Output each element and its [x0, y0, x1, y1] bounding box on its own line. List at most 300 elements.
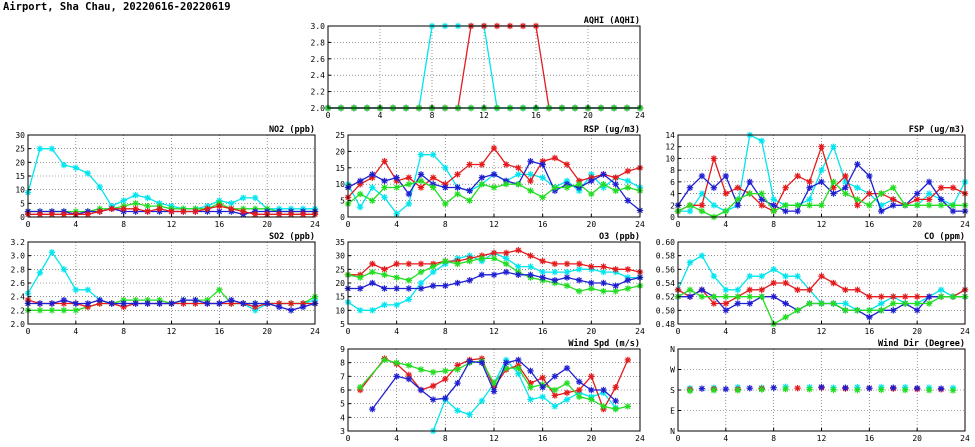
chart-title: Wind Dir (Degree) — [878, 339, 965, 349]
data-point — [288, 307, 294, 313]
y-tick-label: 15 — [15, 172, 25, 181]
chart-title: SO2 (ppb) — [268, 232, 315, 242]
data-point — [818, 300, 824, 306]
data-point — [854, 387, 860, 393]
data-point — [938, 293, 944, 299]
so2-chart — [0, 228, 325, 340]
y-tick-label: 4 — [340, 413, 345, 423]
data-point — [735, 293, 741, 299]
data-point — [723, 300, 729, 306]
data-point — [466, 161, 472, 167]
data-point — [914, 300, 920, 306]
data-point — [818, 384, 824, 390]
data-point — [418, 285, 424, 291]
data-point — [515, 181, 521, 187]
data-point — [564, 283, 570, 289]
y-tick-label: 3 — [340, 427, 345, 436]
data-point — [612, 398, 618, 404]
data-point — [782, 202, 788, 208]
data-point — [527, 188, 533, 194]
y-tick-label: N — [670, 345, 675, 354]
y-tick-label: 12 — [665, 142, 675, 152]
data-point — [842, 173, 848, 179]
y-tick-label: 14 — [665, 131, 675, 140]
data-point — [132, 300, 138, 306]
data-point — [770, 293, 776, 299]
data-point — [588, 263, 594, 269]
data-point — [926, 190, 932, 196]
data-point — [564, 269, 570, 275]
y-tick-label: 3.0 — [10, 251, 25, 261]
x-tick-label: 4 — [394, 327, 400, 336]
x-tick-label: 20 — [586, 220, 597, 229]
data-point — [600, 269, 606, 275]
data-point — [515, 357, 521, 363]
y-tick-label: 0 — [670, 213, 675, 222]
data-point — [49, 249, 55, 255]
data-point — [393, 261, 399, 267]
series-cyan — [325, 23, 643, 111]
data-point — [369, 171, 375, 177]
data-point — [454, 366, 460, 372]
data-point — [564, 261, 570, 267]
data-point — [914, 190, 920, 196]
data-point — [782, 386, 788, 392]
data-point — [890, 293, 896, 299]
data-point — [381, 184, 387, 190]
data-point — [97, 184, 103, 190]
data-point — [479, 398, 485, 404]
data-point — [393, 274, 399, 280]
data-point — [288, 300, 294, 306]
data-point — [442, 395, 448, 401]
x-tick-label: 16 — [537, 434, 548, 443]
x-tick-label: 0 — [345, 327, 351, 336]
data-point — [466, 188, 472, 194]
data-point — [625, 266, 631, 272]
rsp-chart — [320, 121, 650, 233]
data-point — [711, 155, 717, 161]
x-tick-label: 8 — [121, 327, 127, 336]
data-point — [454, 280, 460, 286]
data-point — [890, 185, 896, 191]
x-tick-label: 0 — [345, 220, 351, 229]
data-point — [479, 359, 485, 365]
series-blue — [345, 269, 643, 292]
data-point — [418, 366, 424, 372]
data-point — [430, 396, 436, 402]
data-point — [612, 384, 618, 390]
data-point — [479, 174, 485, 180]
data-point — [539, 375, 545, 381]
data-point — [406, 261, 412, 267]
x-tick-label: 8 — [442, 220, 448, 229]
y-tick-label: 0 — [340, 213, 345, 222]
x-tick-label: 4 — [73, 327, 79, 336]
x-tick-label: 0 — [675, 220, 681, 229]
data-point — [216, 287, 222, 293]
data-point — [794, 287, 800, 293]
data-point — [454, 184, 460, 190]
data-point — [878, 387, 884, 393]
data-point — [109, 206, 115, 212]
data-point — [564, 396, 570, 402]
data-point — [588, 373, 594, 379]
data-point — [759, 190, 765, 196]
data-point — [625, 403, 631, 409]
data-point — [699, 173, 705, 179]
y-tick-label: 0.48 — [655, 320, 675, 329]
data-point — [723, 307, 729, 313]
data-point — [552, 277, 558, 283]
data-point — [37, 300, 43, 306]
y-tick-label: 3.0 — [310, 22, 325, 31]
data-point — [369, 197, 375, 203]
data-point — [503, 359, 509, 365]
data-point — [442, 165, 448, 171]
data-point — [723, 190, 729, 196]
y-tick-label: 7 — [340, 372, 345, 382]
x-tick-label: 20 — [262, 327, 272, 336]
y-tick-label: S — [670, 386, 675, 395]
data-point — [588, 285, 594, 291]
data-point — [156, 206, 162, 212]
data-point — [418, 387, 424, 393]
o3-chart — [320, 228, 650, 340]
data-point — [156, 300, 162, 306]
series-cyan — [25, 145, 318, 212]
data-point — [699, 287, 705, 293]
data-point — [854, 287, 860, 293]
x-tick-label: 8 — [442, 434, 448, 443]
data-point — [866, 293, 872, 299]
data-point — [168, 300, 174, 306]
data-point — [926, 202, 932, 208]
data-point — [687, 293, 693, 299]
data-point — [564, 365, 570, 371]
data-point — [711, 202, 717, 208]
data-point — [600, 288, 606, 294]
data-point — [228, 297, 234, 303]
y-tick-label: 0.58 — [655, 251, 675, 261]
series-line — [678, 290, 965, 324]
data-point — [711, 387, 717, 393]
data-point — [564, 380, 570, 386]
data-point — [369, 184, 375, 190]
x-tick-label: 16 — [214, 327, 225, 336]
data-point — [759, 273, 765, 279]
data-point — [442, 184, 448, 190]
data-point — [564, 274, 570, 280]
data-point — [479, 181, 485, 187]
data-point — [588, 396, 594, 402]
data-point — [120, 300, 126, 306]
data-point — [890, 202, 896, 208]
data-point — [192, 297, 198, 303]
x-tick-label: 8 — [121, 220, 127, 229]
data-point — [357, 307, 363, 313]
x-tick-label: 24 — [960, 327, 970, 336]
y-tick-label: 0.54 — [655, 279, 675, 288]
data-point — [503, 255, 509, 261]
data-point — [711, 293, 717, 299]
x-tick-label: 16 — [864, 220, 875, 229]
data-point — [442, 368, 448, 374]
data-point — [830, 190, 836, 196]
data-point — [180, 297, 186, 303]
data-point — [466, 358, 472, 364]
data-point — [818, 273, 824, 279]
y-tick-label: 2.0 — [310, 104, 325, 113]
data-point — [552, 387, 558, 393]
data-point — [564, 390, 570, 396]
data-point — [806, 300, 812, 306]
data-point — [85, 287, 91, 293]
data-point — [794, 273, 800, 279]
data-point — [890, 307, 896, 313]
wind-direction-chart — [650, 335, 975, 447]
x-tick-label: 16 — [531, 111, 541, 120]
data-point — [794, 173, 800, 179]
data-point — [878, 190, 884, 196]
chart-title: FSP (ug/m3) — [908, 125, 965, 135]
data-point — [393, 359, 399, 365]
data-point — [735, 202, 741, 208]
data-point — [890, 300, 896, 306]
data-point — [418, 178, 424, 184]
x-tick-label: 24 — [635, 220, 645, 229]
y-tick-label: 35 — [335, 238, 345, 247]
data-point — [723, 287, 729, 293]
x-tick-label: 0 — [25, 327, 31, 336]
data-point — [539, 161, 545, 167]
series-line — [28, 149, 315, 209]
data-point — [914, 196, 920, 202]
x-tick-label: 24 — [310, 220, 320, 229]
data-point — [600, 387, 606, 393]
y-tick-label: 30 — [15, 131, 25, 140]
data-point — [132, 200, 138, 206]
data-point — [144, 195, 150, 201]
data-point — [770, 196, 776, 202]
data-point — [699, 293, 705, 299]
data-point — [866, 190, 872, 196]
data-point — [878, 293, 884, 299]
data-point — [357, 384, 363, 390]
data-point — [735, 300, 741, 306]
data-point — [747, 190, 753, 196]
data-point — [49, 145, 55, 151]
series-red — [325, 23, 643, 111]
data-point — [950, 202, 956, 208]
data-point — [723, 386, 729, 392]
y-tick-label: 10 — [335, 306, 345, 316]
data-point — [818, 144, 824, 150]
x-tick-label: 12 — [166, 327, 177, 336]
data-point — [393, 373, 399, 379]
data-point — [878, 208, 884, 214]
data-point — [381, 266, 387, 272]
y-tick-label: 8 — [340, 358, 345, 368]
data-point — [782, 314, 788, 320]
data-point — [527, 263, 533, 269]
data-point — [132, 206, 138, 212]
data-point — [97, 297, 103, 303]
x-tick-label: 4 — [73, 220, 79, 229]
data-point — [902, 300, 908, 306]
data-point — [527, 368, 533, 374]
data-point — [878, 307, 884, 313]
data-point — [491, 388, 497, 394]
data-point — [625, 197, 631, 203]
data-point — [228, 200, 234, 206]
data-point — [168, 208, 174, 214]
data-point — [381, 302, 387, 308]
data-point — [782, 208, 788, 214]
data-point — [747, 287, 753, 293]
data-point — [723, 293, 729, 299]
y-tick-label: 9 — [340, 345, 345, 354]
data-point — [406, 201, 412, 207]
x-tick-label: 12 — [816, 220, 827, 229]
chart-title: RSP (ug/m3) — [583, 125, 640, 135]
data-point — [687, 202, 693, 208]
data-point — [854, 202, 860, 208]
data-point — [699, 202, 705, 208]
x-tick-label: 4 — [723, 327, 729, 336]
data-point — [866, 307, 872, 313]
data-point — [503, 261, 509, 267]
data-point — [950, 185, 956, 191]
data-point — [264, 300, 270, 306]
data-point — [854, 161, 860, 167]
data-point — [300, 304, 306, 310]
data-point — [926, 196, 932, 202]
y-tick-label: 2.4 — [310, 71, 325, 81]
y-tick-label: 0.50 — [655, 306, 675, 316]
data-point — [699, 252, 705, 258]
x-tick-label: 0 — [25, 220, 31, 229]
data-point — [515, 247, 521, 253]
data-point — [442, 258, 448, 264]
data-point — [503, 181, 509, 187]
data-point — [539, 269, 545, 275]
data-point — [600, 171, 606, 177]
data-point — [515, 365, 521, 371]
data-point — [228, 206, 234, 212]
data-point — [240, 195, 246, 201]
y-tick-label: 2.8 — [310, 38, 325, 48]
data-point — [418, 171, 424, 177]
data-point — [588, 178, 594, 184]
data-point — [442, 201, 448, 207]
chart-title: NO2 (ppb) — [268, 125, 315, 135]
data-point — [806, 196, 812, 202]
x-tick-label: 16 — [537, 220, 548, 229]
data-point — [418, 184, 424, 190]
data-point — [454, 171, 460, 177]
x-tick-label: 20 — [586, 327, 597, 336]
data-point — [406, 285, 412, 291]
data-point — [430, 369, 436, 375]
data-point — [735, 196, 741, 202]
data-point — [625, 277, 631, 283]
data-point — [369, 261, 375, 267]
data-point — [576, 277, 582, 283]
data-point — [97, 208, 103, 214]
y-tick-label: 4 — [670, 189, 675, 199]
data-point — [794, 202, 800, 208]
data-point — [252, 300, 258, 306]
data-point — [552, 392, 558, 398]
data-point — [854, 196, 860, 202]
data-point — [552, 261, 558, 267]
data-point — [491, 250, 497, 256]
page-title: Airport, Sha Chau, 20220616-20220619 — [3, 1, 231, 13]
data-point — [914, 385, 920, 391]
data-point — [503, 161, 509, 167]
chart-title: AQHI (AQHI) — [583, 16, 640, 26]
data-point — [180, 208, 186, 214]
data-point — [938, 287, 944, 293]
data-point — [759, 386, 765, 392]
data-point — [466, 277, 472, 283]
data-point — [866, 385, 872, 391]
data-point — [381, 357, 387, 363]
data-point — [699, 208, 705, 214]
data-point — [144, 300, 150, 306]
data-point — [735, 185, 741, 191]
data-point — [430, 151, 436, 157]
data-point — [369, 307, 375, 313]
y-tick-label: 8 — [670, 166, 675, 176]
x-tick-label: 20 — [583, 111, 593, 120]
y-tick-label: 15 — [335, 292, 345, 302]
data-point — [842, 300, 848, 306]
x-tick-label: 20 — [912, 220, 922, 229]
data-point — [61, 266, 67, 272]
y-tick-label: 2.2 — [310, 87, 325, 97]
x-tick-label: 24 — [635, 111, 645, 120]
y-tick-label: 0.60 — [655, 238, 675, 247]
data-point — [806, 386, 812, 392]
data-point — [539, 394, 545, 400]
y-tick-label: 2.6 — [10, 279, 25, 288]
data-point — [515, 263, 521, 269]
data-point — [747, 293, 753, 299]
data-point — [830, 300, 836, 306]
data-point — [902, 387, 908, 393]
data-point — [503, 269, 509, 275]
data-point — [926, 387, 932, 393]
data-point — [830, 144, 836, 150]
data-point — [806, 287, 812, 293]
data-point — [466, 411, 472, 417]
x-tick-label: 12 — [166, 220, 177, 229]
data-point — [854, 307, 860, 313]
data-point — [866, 202, 872, 208]
data-point — [552, 184, 558, 190]
data-point — [687, 185, 693, 191]
data-point — [625, 357, 631, 363]
data-point — [612, 266, 618, 272]
data-point — [369, 406, 375, 412]
data-point — [711, 300, 717, 306]
data-point — [625, 178, 631, 184]
y-tick-label: 5 — [20, 199, 25, 209]
co-chart — [650, 228, 975, 340]
data-point — [759, 287, 765, 293]
